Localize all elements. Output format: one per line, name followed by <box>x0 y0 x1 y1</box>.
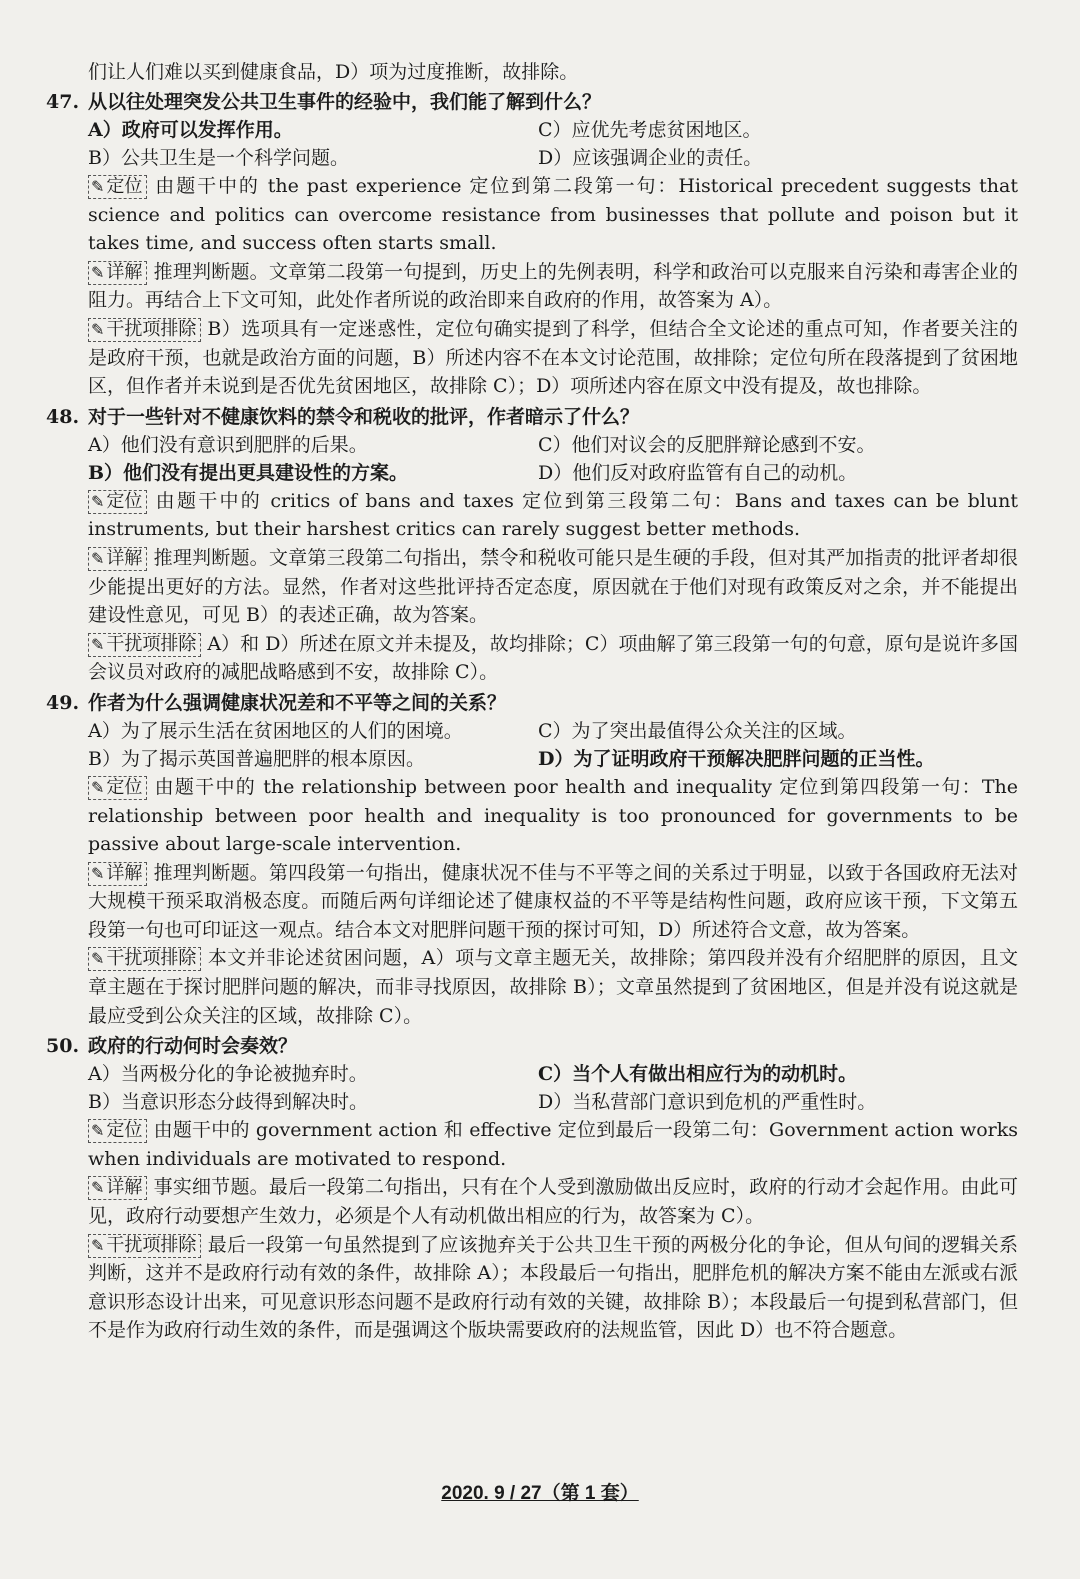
distractor-tag: ✎ 干扰项排除 <box>88 633 201 657</box>
options <box>88 717 1018 773</box>
locate-tag: ✎ 定位 <box>88 490 147 514</box>
distractor-section <box>88 1231 1018 1345</box>
locate-section <box>88 487 1018 544</box>
detail-text: 推理判断题。第四段第一句指出，健康状况不佳与不平等之间的关系过于明显，以致于各国政府无法对大规模干预采取消极态度。而随后两句详细论述了健康权益的不平等是结构性问题，政府应该干预，下文第五段第一句也可印证这一观点。结合本文对肥胖问题干预的探讨可知，D）所述符合文意，故为答案。 <box>88 861 1018 941</box>
pencil-icon: ✎ <box>91 777 105 797</box>
locate-text: 由题干中的 the past experience 定位到第二段第一句：Historical precedent suggests that science and politics can overcome resistance from businesses that pollute and poison but it takes time, and success often starts small. <box>88 175 1018 255</box>
option-d: D）应该强调企业的责任。 <box>538 147 763 169</box>
detail-tag: ✎ 详解 <box>88 547 147 571</box>
detail-tag: ✎ 详解 <box>88 1176 147 1200</box>
option-c: C）应优先考虑贫困地区。 <box>538 119 762 141</box>
pencil-icon: ✎ <box>91 949 105 969</box>
pencil-icon: ✎ <box>91 262 105 282</box>
locate-text: 由题干中的 the relationship between poor health and inequality 定位到第四段第一句：The relationship between poor health and inequality is too pronounced for governments to be passive about large-scale intervention. <box>88 775 1018 856</box>
option-d: D）为了证明政府干预解决肥胖问题的正当性。 <box>538 747 935 770</box>
page-footer <box>0 1478 1080 1505</box>
distractor-text: B）选项具有一定迷惑性，定位句确实提到了科学，但结合全文论述的重点可知，作者要关注的是政府干预，也就是政治方面的问题，B）所述内容不在本文讨论范围，故排除；定位句所在段落提到了贫困地区，但作者并未说到是否优先贫困地区，故排除 C）；D）项所述内容在原文中没有提及，故也排除。 <box>88 317 1018 398</box>
option-c: C）他们对议会的反肥胖辩论感到不安。 <box>538 433 876 456</box>
distractor-text: 最后一段第一句虽然提到了应该抛弃关于公共卫生干预的两极分化的争论，但从句间的逻辑关系判断，这并不是政府行动有效的条件，故排除 A）；本段最后一句指出，肥胖危机的解决方案不能由左派或右派意识形态设计出来，可见意识形态问题不是政府行动有效的关键，故排除 B）；本段最后一句提到私营部门，但不是作为政府行动生效的条件，而是强调这个版块需要政府的法规监管，因此 D）也不符合题意。 <box>88 1233 1018 1342</box>
option-b: B）为了揭示英国普遍肥胖的根本原因。 <box>88 747 425 770</box>
locate-tag: ✎ 定位 <box>88 776 147 800</box>
question-number: 47. <box>46 91 80 113</box>
pencil-icon: ✎ <box>91 491 105 511</box>
pencil-icon: ✎ <box>91 548 105 568</box>
question-stem <box>46 88 1018 116</box>
locate-section <box>88 773 1018 859</box>
detail-section <box>88 859 1018 945</box>
detail-section <box>88 258 1018 315</box>
question-47 <box>46 88 1018 401</box>
distractor-section <box>88 630 1018 687</box>
question-text: 政府的行动何时会奏效？ <box>88 1035 298 1058</box>
option-d: D）当私营部门意识到危机的严重性时。 <box>538 1091 877 1114</box>
distractor-tag: ✎ 干扰项排除 <box>88 947 201 971</box>
pencil-icon: ✎ <box>91 319 105 339</box>
question-text: 对于一些针对不健康饮料的禁令和税收的批评，作者暗示了什么？ <box>88 405 640 428</box>
question-50 <box>46 1032 1018 1345</box>
option-a: A）他们没有意识到肥胖的后果。 <box>88 433 368 456</box>
option-a: A）政府可以发挥作用。 <box>88 119 293 141</box>
continued-text: 们让人们难以买到健康食品，D）项为过度推断，故排除。 <box>88 61 579 83</box>
distractor-text: 本文并非论述贫困问题，A）项与文章主题无关，故排除；第四段并没有介绍肥胖的原因，且文章主题在于探讨肥胖问题的解决，而非寻找原因，故排除 B）；文章虽然提到了贫困地区，但是并没有说这就是最应受到公众关注的区域，故排除 C）。 <box>88 947 1018 1027</box>
pencil-icon: ✎ <box>91 1235 105 1255</box>
option-a: A）为了展示生活在贫困地区的人们的困境。 <box>88 719 463 742</box>
question-49 <box>46 689 1018 1030</box>
option-b: B）他们没有提出更具建设性的方案。 <box>88 461 409 484</box>
locate-text: 由题干中的 critics of bans and taxes 定位到第三段第二句：Bans and taxes can be blunt instruments, but their harshest critics can rarely suggest better methods. <box>88 489 1018 541</box>
distractor-text: A）和 D）所述在原文并未提及，故均排除；C）项曲解了第三段第一句的句意，原句是说许多国会议员对政府的减肥战略感到不安，故排除 C）。 <box>88 632 1018 684</box>
options <box>88 1060 1018 1116</box>
option-b: B）公共卫生是一个科学问题。 <box>88 147 349 169</box>
question-stem <box>46 689 1018 717</box>
option-c: C）当个人有做出相应行为的动机时。 <box>538 1063 858 1086</box>
pencil-icon: ✎ <box>91 1121 105 1141</box>
locate-section <box>88 172 1018 258</box>
question-number: 48. <box>46 405 80 428</box>
distractor-tag: ✎ 干扰项排除 <box>88 1234 201 1258</box>
distractor-section <box>88 315 1018 401</box>
locate-tag: ✎ 定位 <box>88 1119 147 1143</box>
question-stem <box>46 403 1018 431</box>
pencil-icon: ✎ <box>91 634 105 654</box>
option-d: D）他们反对政府监管有自己的动机。 <box>538 461 858 484</box>
detail-section <box>88 544 1018 630</box>
footer-date: 2020. 9 / 27（第 1 套） <box>441 1483 639 1504</box>
locate-text: 由题干中的 government action 和 effective 定位到最后一段第二句：Government action works when individuals are motivated to respond. <box>88 1119 1018 1170</box>
distractor-section <box>88 944 1018 1030</box>
options <box>88 116 1018 172</box>
question-number: 49. <box>46 691 80 714</box>
pencil-icon: ✎ <box>91 863 105 883</box>
distractor-tag: ✎ 干扰项排除 <box>88 318 201 342</box>
options <box>88 431 1018 487</box>
option-b: B）当意识形态分歧得到解决时。 <box>88 1091 368 1114</box>
locate-section <box>88 1116 1018 1173</box>
option-c: C）为了突出最值得公众关注的区域。 <box>538 719 857 742</box>
detail-tag: ✎ 详解 <box>88 862 147 886</box>
locate-tag: ✎ 定位 <box>88 175 147 199</box>
pencil-icon: ✎ <box>91 1178 105 1198</box>
question-48 <box>46 403 1018 687</box>
question-stem <box>46 1032 1018 1060</box>
detail-text: 事实细节题。最后一段第二句指出，只有在个人受到激励做出反应时，政府的行动才会起作用。由此可见，政府行动要想产生效力，必须是个人有动机做出相应的行为，故答案为 C）。 <box>88 1176 1018 1228</box>
option-a: A）当两极分化的争论被抛弃时。 <box>88 1063 368 1086</box>
question-text: 从以往处理突发公共卫生事件的经验中，我们能了解到什么？ <box>88 91 602 113</box>
pencil-icon: ✎ <box>91 177 105 196</box>
detail-text: 推理判断题。文章第三段第二句指出，禁令和税收可能只是生硬的手段，但对其严加指责的批评者却很少能提出更好的方法。显然，作者对这些批评持否定态度，原因就在于他们对现有政策反对之余，并不能提出建设性意见，可见 B）的表述正确，故为答案。 <box>88 546 1018 627</box>
detail-text: 推理判断题。文章第二段第一句提到，历史上的先例表明，科学和政治可以克服来自污染和毒害企业的阻力。再结合上下文可知，此处作者所说的政治即来自政府的作用，故答案为 A）。 <box>88 260 1018 312</box>
detail-tag: ✎ 详解 <box>88 261 147 285</box>
detail-section <box>88 1173 1018 1230</box>
question-number: 50. <box>46 1035 80 1058</box>
question-text: 作者为什么强调健康状况差和不平等之间的关系？ <box>88 691 507 714</box>
